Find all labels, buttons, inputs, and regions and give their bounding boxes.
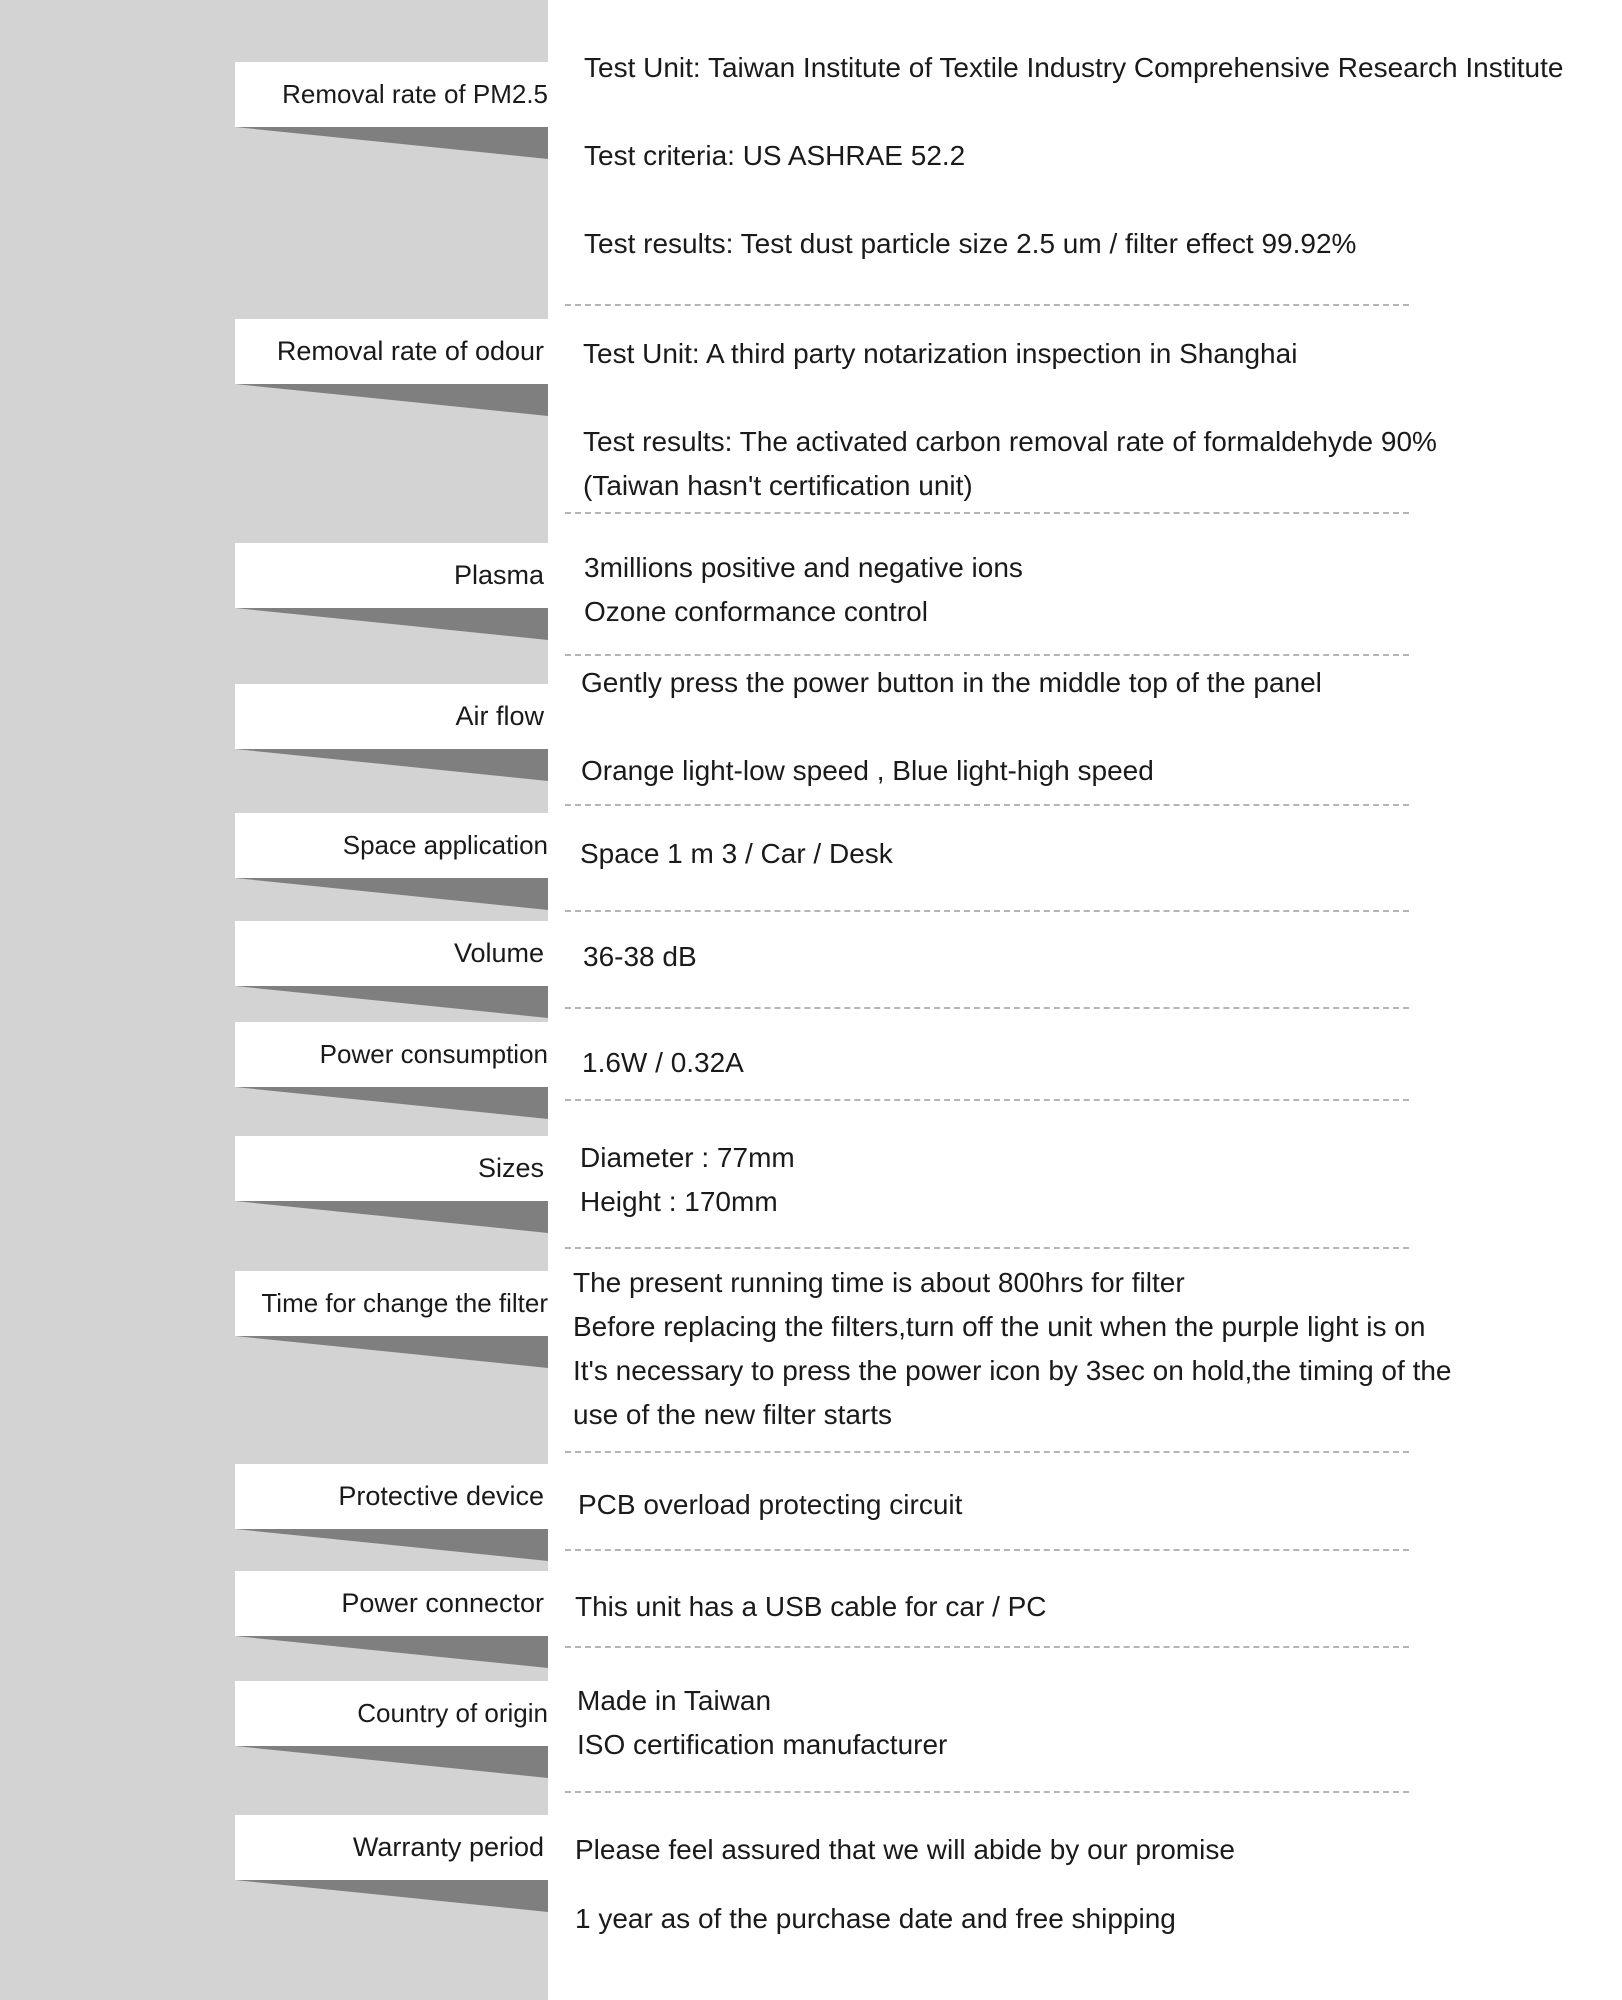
spec-value-line: Test criteria: US ASHRAE 52.2 — [584, 140, 966, 171]
spec-label-filter-change: Time for change the filter — [235, 1271, 548, 1336]
label-wedge — [235, 1529, 548, 1561]
spec-value-line: This unit has a USB cable for car / PC — [575, 1591, 1047, 1622]
spec-label-warranty-period: Warranty period — [235, 1815, 548, 1880]
spec-value-line: Height : 170mm — [580, 1186, 778, 1217]
spec-label-sizes: Sizes — [235, 1136, 548, 1201]
spec-value-line: (Taiwan hasn't certification unit) — [583, 470, 973, 501]
label-wedge — [235, 1087, 548, 1119]
label-wedge — [235, 749, 548, 781]
spec-value-line: It's necessary to press the power icon by 3sec on hold,the timing of the — [573, 1355, 1452, 1386]
label-wedge — [235, 986, 548, 1018]
spec-label-air-flow: Air flow — [235, 684, 548, 749]
label-wedge — [235, 878, 548, 910]
spec-label-country-of-origin: Country of origin — [235, 1681, 548, 1746]
label-wedge — [235, 608, 548, 640]
row-divider — [565, 804, 1409, 806]
label-wedge — [235, 1746, 548, 1778]
label-wedge — [235, 384, 548, 416]
spec-value-line: Orange light-low speed , Blue light-high speed — [581, 755, 1154, 786]
label-wedge — [235, 1636, 548, 1668]
row-divider — [565, 1451, 1409, 1453]
row-divider — [565, 304, 1409, 306]
row-divider — [565, 1099, 1409, 1101]
spec-value-line: The present running time is about 800hrs for filter — [573, 1267, 1185, 1298]
row-divider — [565, 1007, 1409, 1009]
spec-label-volume: Volume — [235, 921, 548, 986]
row-divider — [565, 1549, 1409, 1551]
spec-value-line: 3millions positive and negative ions — [584, 552, 1023, 583]
spec-value-line: Ozone conformance control — [584, 596, 928, 627]
row-divider — [565, 1247, 1409, 1249]
spec-value-line: 1.6W / 0.32A — [582, 1047, 744, 1078]
spec-value-line: Test results: Test dust particle size 2.5 um / filter effect 99.92% — [584, 228, 1357, 259]
spec-label-protective-device: Protective device — [235, 1464, 548, 1529]
spec-label-odour: Removal rate of odour — [235, 319, 548, 384]
spec-label-power-connector: Power connector — [235, 1571, 548, 1636]
spec-value-line: Test Unit: A third party notarization inspection in Shanghai — [583, 338, 1298, 369]
spec-value-line: Before replacing the filters,turn off the unit when the purple light is on — [573, 1311, 1426, 1342]
spec-value-line: Please feel assured that we will abide by our promise — [575, 1834, 1235, 1865]
spec-label-space-application: Space application — [235, 813, 548, 878]
spec-value-line: Test results: The activated carbon removal rate of formaldehyde 90% — [583, 426, 1437, 457]
row-divider — [565, 1791, 1409, 1793]
row-divider — [565, 910, 1409, 912]
spec-value-line: Gently press the power button in the middle top of the panel — [581, 667, 1322, 698]
label-wedge — [235, 1880, 548, 1912]
label-wedge — [235, 1336, 548, 1368]
spec-label-plasma: Plasma — [235, 543, 548, 608]
spec-value-line: ISO certification manufacturer — [577, 1729, 948, 1760]
spec-label-power-consumption: Power consumption — [235, 1022, 548, 1087]
row-divider — [565, 1646, 1409, 1648]
spec-value-line: use of the new filter starts — [573, 1399, 893, 1430]
spec-label-pm25: Removal rate of PM2.5 — [235, 62, 548, 127]
spec-value-line: 1 year as of the purchase date and free shipping — [575, 1903, 1176, 1934]
spec-value-line: 36-38 dB — [583, 941, 697, 972]
label-wedge — [235, 127, 548, 159]
spec-value-line: Made in Taiwan — [577, 1685, 772, 1716]
spec-value-line: Test Unit: Taiwan Institute of Textile Industry Comprehensive Research Institute — [584, 52, 1564, 83]
spec-value-line: Space 1 m 3 / Car / Desk — [580, 838, 893, 869]
spec-value-line: PCB overload protecting circuit — [578, 1489, 963, 1520]
row-divider — [565, 654, 1409, 656]
spec-value-line: Diameter : 77mm — [580, 1142, 795, 1173]
row-divider — [565, 512, 1409, 514]
label-wedge — [235, 1201, 548, 1233]
